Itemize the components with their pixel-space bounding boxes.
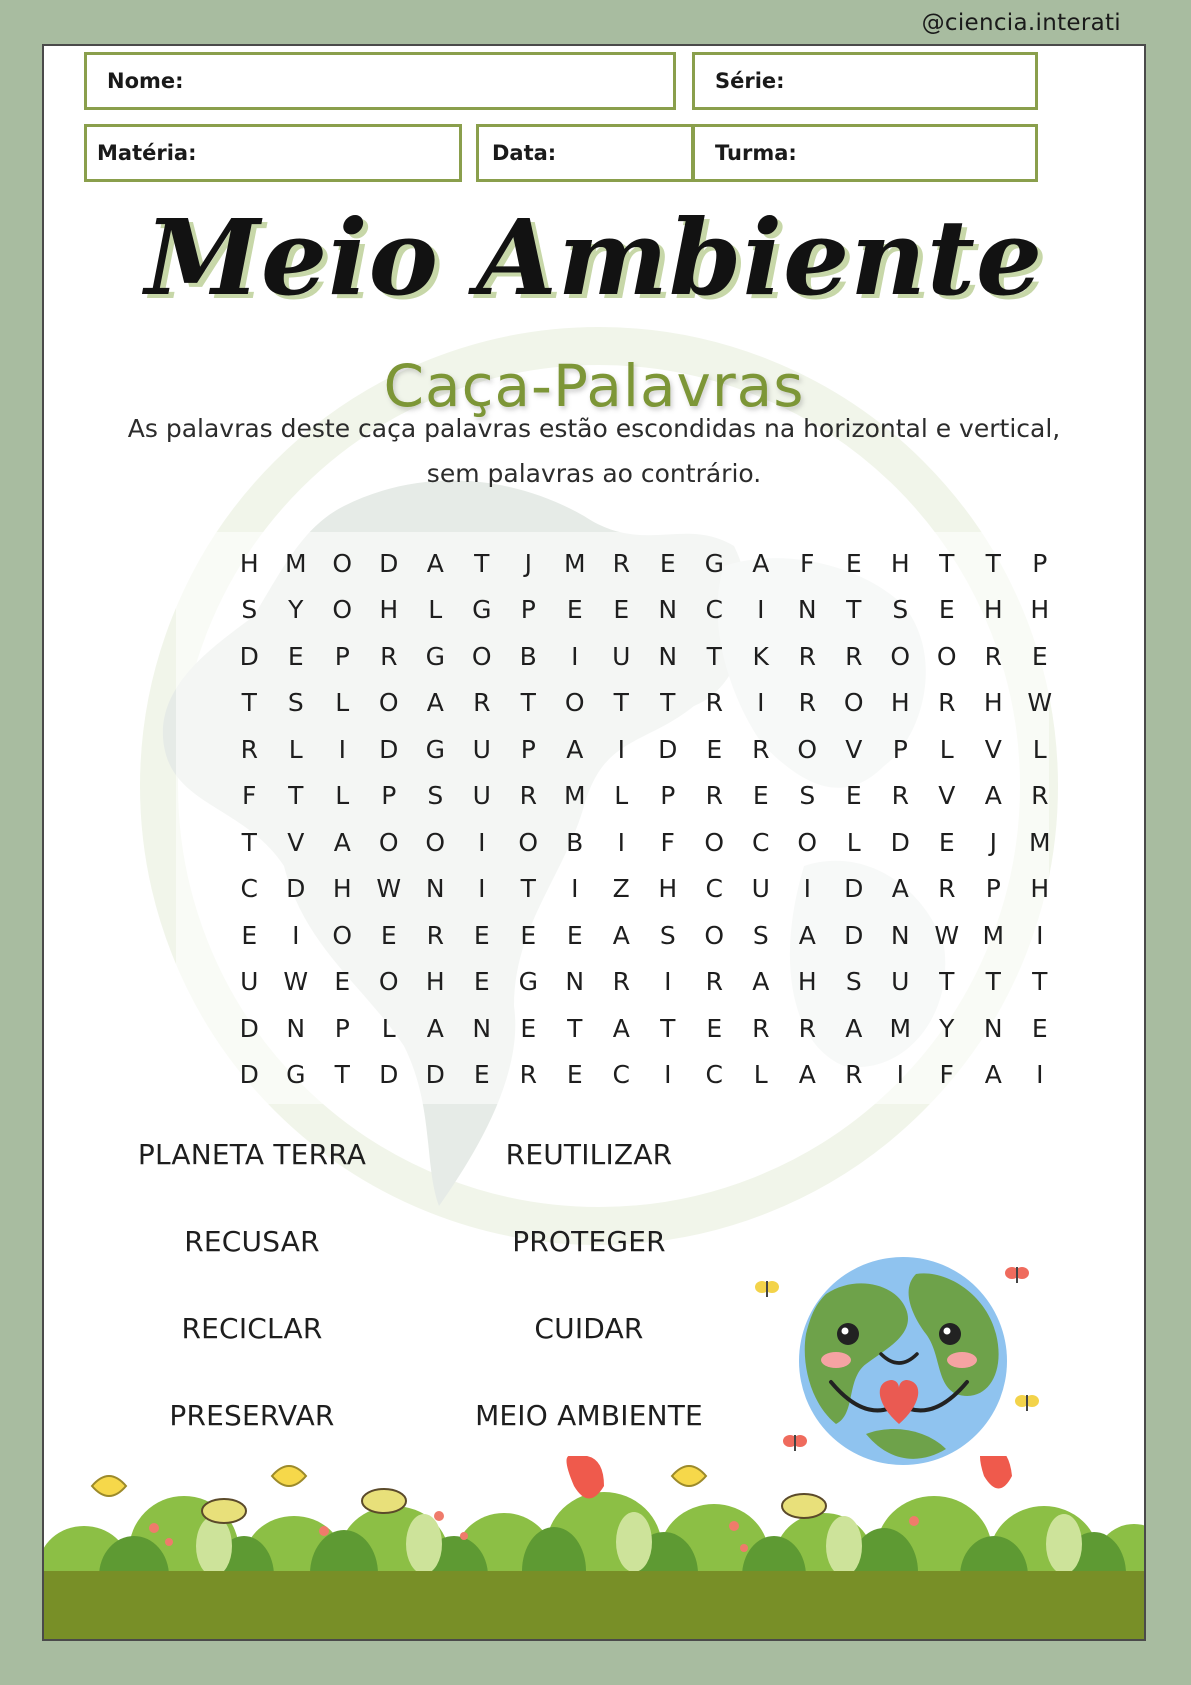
grid-letter[interactable]: F bbox=[800, 548, 815, 578]
grid-row bbox=[226, 1052, 1106, 1099]
grid-letter[interactable]: H bbox=[890, 688, 910, 718]
grid-letter[interactable]: C bbox=[752, 827, 770, 857]
turma-label: Turma: bbox=[715, 141, 797, 165]
grid-letter[interactable]: N bbox=[286, 1013, 306, 1043]
page-title: Meio Ambiente bbox=[144, 196, 1044, 319]
nome-label: Nome: bbox=[107, 69, 184, 93]
grid-letter[interactable]: M bbox=[563, 781, 586, 811]
grid-letter[interactable]: R bbox=[380, 641, 398, 671]
grid-letter[interactable]: A bbox=[984, 781, 1002, 811]
grid-letter[interactable]: I bbox=[803, 874, 811, 904]
grid-letter[interactable]: E bbox=[520, 1013, 537, 1043]
grid-letter[interactable]: D bbox=[844, 920, 864, 950]
grid-letter[interactable]: N bbox=[565, 967, 585, 997]
grid-letter[interactable]: G bbox=[425, 641, 445, 671]
butterfly-icon bbox=[1014, 1392, 1040, 1414]
grid-letter[interactable]: T bbox=[1032, 967, 1048, 997]
grid-letter[interactable]: T bbox=[939, 967, 955, 997]
grid-letter[interactable]: Y bbox=[288, 595, 304, 625]
serie-label: Série: bbox=[715, 69, 785, 93]
grid-letter[interactable]: P bbox=[1032, 548, 1048, 578]
grid-row bbox=[226, 866, 1106, 913]
grid-letter[interactable]: A bbox=[333, 827, 351, 857]
grid-row bbox=[226, 773, 1106, 820]
grid-row bbox=[226, 587, 1106, 634]
grid-letter[interactable]: H bbox=[983, 688, 1003, 718]
grid-letter[interactable]: G bbox=[472, 595, 492, 625]
grid-letter[interactable]: U bbox=[240, 967, 259, 997]
grid-letter[interactable]: W bbox=[376, 874, 402, 904]
grid-letter[interactable]: T bbox=[660, 1013, 676, 1043]
grid-letter[interactable]: R bbox=[426, 920, 444, 950]
grid-letter[interactable]: D bbox=[890, 827, 910, 857]
grid-letter[interactable]: P bbox=[892, 734, 908, 764]
word-recusar: RECUSAR bbox=[184, 1225, 320, 1258]
grid-letter[interactable]: W bbox=[934, 920, 960, 950]
grid-letter[interactable]: E bbox=[1031, 1013, 1048, 1043]
grid-letter[interactable]: I bbox=[617, 734, 625, 764]
grid-letter[interactable]: K bbox=[752, 641, 769, 671]
grid-letter[interactable]: Z bbox=[612, 874, 630, 904]
grid-letter[interactable]: R bbox=[705, 781, 723, 811]
grid-letter[interactable]: I bbox=[664, 1060, 672, 1090]
word-cuidar: CUIDAR bbox=[534, 1312, 644, 1345]
grid-letter[interactable]: T bbox=[520, 874, 536, 904]
grid-letter[interactable]: S bbox=[241, 595, 258, 625]
grid-letter[interactable]: A bbox=[566, 734, 584, 764]
turma-field[interactable] bbox=[692, 124, 1038, 182]
word-reutilizar: REUTILIZAR bbox=[505, 1138, 673, 1171]
grid-letter[interactable]: R bbox=[798, 641, 816, 671]
grid-letter[interactable]: S bbox=[845, 967, 862, 997]
grid-letter[interactable]: E bbox=[845, 548, 862, 578]
grid-letter[interactable]: T bbox=[985, 548, 1001, 578]
grid-letter[interactable]: E bbox=[287, 641, 304, 671]
grid-letter[interactable]: R bbox=[798, 1013, 816, 1043]
grid-letter[interactable]: D bbox=[379, 1060, 399, 1090]
handle-text: @ciencia.interati bbox=[921, 10, 1121, 36]
grid-letter[interactable]: T bbox=[288, 781, 304, 811]
grid-letter[interactable]: G bbox=[704, 548, 724, 578]
grid-letter[interactable]: O bbox=[564, 688, 585, 718]
grid-letter[interactable]: O bbox=[797, 734, 818, 764]
grid-letter[interactable]: N bbox=[472, 1013, 492, 1043]
grid-letter[interactable]: R bbox=[612, 967, 630, 997]
grid-letter[interactable]: F bbox=[242, 781, 257, 811]
grid-letter[interactable]: D bbox=[239, 1060, 259, 1090]
grid-letter[interactable]: H bbox=[1030, 595, 1050, 625]
grid-letter[interactable]: A bbox=[891, 874, 909, 904]
grid-row bbox=[226, 633, 1106, 680]
grid-letter[interactable]: T bbox=[660, 688, 676, 718]
grid-letter[interactable]: A bbox=[984, 1060, 1002, 1090]
grid-letter[interactable]: O bbox=[332, 595, 353, 625]
instructions-line-2: sem palavras ao contrário. bbox=[426, 459, 762, 488]
grid-row bbox=[226, 959, 1106, 1006]
grid-letter[interactable]: S bbox=[659, 920, 676, 950]
grid-letter[interactable]: I bbox=[478, 874, 486, 904]
grid-letter[interactable]: M bbox=[284, 548, 307, 578]
word-proteger: PROTEGER bbox=[512, 1225, 666, 1258]
grid-letter[interactable]: H bbox=[983, 595, 1003, 625]
grid-letter[interactable]: S bbox=[752, 920, 769, 950]
grid-letter[interactable]: O bbox=[936, 641, 957, 671]
grid-letter[interactable]: V bbox=[287, 827, 305, 857]
grid-letter[interactable]: S bbox=[287, 688, 304, 718]
grid-letter[interactable]: S bbox=[799, 781, 816, 811]
grid-letter[interactable]: P bbox=[660, 781, 676, 811]
grid-letter[interactable]: F bbox=[939, 1060, 954, 1090]
grid-letter[interactable]: D bbox=[425, 1060, 445, 1090]
grid-letter[interactable]: W bbox=[1027, 688, 1053, 718]
data-field[interactable] bbox=[476, 124, 694, 182]
grid-letter[interactable]: L bbox=[846, 827, 861, 857]
grid-letter[interactable]: E bbox=[380, 920, 397, 950]
grid-letter[interactable]: L bbox=[753, 1060, 768, 1090]
grid-letter[interactable]: R bbox=[938, 874, 956, 904]
grid-letter[interactable]: T bbox=[520, 688, 536, 718]
word-planeta-terra: PLANETA TERRA bbox=[137, 1138, 367, 1171]
grid-letter[interactable]: E bbox=[473, 1060, 490, 1090]
grid-letter[interactable]: H bbox=[425, 967, 445, 997]
grid-letter[interactable]: R bbox=[938, 688, 956, 718]
grid-letter[interactable]: R bbox=[240, 734, 258, 764]
grid-letter[interactable]: L bbox=[1032, 734, 1047, 764]
grid-letter[interactable]: A bbox=[798, 920, 816, 950]
grid-letter[interactable]: T bbox=[334, 1060, 350, 1090]
grid-letter[interactable]: R bbox=[705, 688, 723, 718]
grid-letter[interactable]: S bbox=[892, 595, 909, 625]
butterfly-icon bbox=[782, 1432, 808, 1454]
page-subtitle: Caça-Palavras bbox=[383, 352, 805, 420]
grid-letter[interactable]: A bbox=[798, 1060, 816, 1090]
grid-letter[interactable]: E bbox=[845, 781, 862, 811]
grid-letter[interactable]: M bbox=[889, 1013, 912, 1043]
grid-letter[interactable]: L bbox=[939, 734, 954, 764]
grid-letter[interactable]: I bbox=[292, 920, 300, 950]
grid-letter[interactable]: I bbox=[571, 641, 579, 671]
grid-letter[interactable]: A bbox=[612, 920, 630, 950]
grid-letter[interactable]: E bbox=[473, 920, 490, 950]
grid-letter[interactable]: C bbox=[705, 1060, 723, 1090]
grid-letter[interactable]: P bbox=[985, 874, 1001, 904]
grid-letter[interactable]: P bbox=[334, 641, 350, 671]
grid-letter[interactable]: D bbox=[658, 734, 678, 764]
grid-letter[interactable]: U bbox=[472, 734, 491, 764]
grid-letter[interactable]: G bbox=[425, 734, 445, 764]
grid-letter[interactable]: L bbox=[335, 688, 350, 718]
grid-letter[interactable]: E bbox=[473, 967, 490, 997]
grid-letter[interactable]: D bbox=[286, 874, 306, 904]
grid-letter[interactable]: T bbox=[241, 827, 257, 857]
grid-letter[interactable]: P bbox=[334, 1013, 350, 1043]
grid-letter[interactable]: U bbox=[751, 874, 770, 904]
grid-letter[interactable]: V bbox=[938, 781, 956, 811]
grid-row bbox=[226, 726, 1106, 773]
butterfly-icon bbox=[754, 1278, 780, 1300]
grid-letter[interactable]: O bbox=[471, 641, 492, 671]
grid-letter[interactable]: R bbox=[519, 781, 537, 811]
word-reciclar: RECICLAR bbox=[181, 1312, 323, 1345]
instructions bbox=[104, 406, 1084, 496]
grid-letter[interactable]: O bbox=[704, 920, 725, 950]
grid-letter[interactable]: L bbox=[335, 781, 350, 811]
grid-letter[interactable]: R bbox=[752, 1013, 770, 1043]
materia-field[interactable] bbox=[84, 124, 462, 182]
nome-field[interactable] bbox=[84, 52, 676, 110]
smiling-earth-icon bbox=[796, 1254, 1010, 1468]
grid-letter[interactable]: O bbox=[518, 827, 539, 857]
instructions-line-1: As palavras deste caça palavras estão escondidas na horizontal e vertical, bbox=[127, 414, 1061, 443]
grid-letter[interactable]: A bbox=[752, 548, 770, 578]
grid-letter[interactable]: R bbox=[705, 967, 723, 997]
grid-letter[interactable]: T bbox=[474, 548, 490, 578]
grid-letter[interactable]: O bbox=[378, 827, 399, 857]
grid-letter[interactable]: E bbox=[938, 827, 955, 857]
grid-letter[interactable]: H bbox=[1030, 874, 1050, 904]
grid-letter[interactable]: J bbox=[524, 548, 532, 578]
grid-letter[interactable]: I bbox=[757, 688, 765, 718]
grid-letter[interactable]: R bbox=[845, 641, 863, 671]
grid-letter[interactable]: O bbox=[843, 688, 864, 718]
grid-letter[interactable]: L bbox=[614, 781, 629, 811]
grid-letter[interactable]: I bbox=[338, 734, 346, 764]
grid-letter[interactable]: D bbox=[379, 548, 399, 578]
grid-letter[interactable]: C bbox=[705, 595, 723, 625]
grid-letter[interactable]: I bbox=[1036, 920, 1044, 950]
grid-letter[interactable]: T bbox=[613, 688, 629, 718]
grid-letter[interactable]: R bbox=[1031, 781, 1049, 811]
grid-letter[interactable]: R bbox=[612, 548, 630, 578]
grid-letter[interactable]: R bbox=[984, 641, 1002, 671]
grid-letter[interactable]: O bbox=[797, 827, 818, 857]
grid-letter[interactable]: H bbox=[890, 548, 910, 578]
grid-letter[interactable]: O bbox=[332, 548, 353, 578]
grid-letter[interactable]: I bbox=[571, 874, 579, 904]
materia-label: Matéria: bbox=[97, 141, 197, 165]
grid-row bbox=[226, 819, 1106, 866]
grid-letter[interactable]: E bbox=[241, 920, 258, 950]
word-meio-ambiente: MEIO AMBIENTE bbox=[475, 1399, 703, 1432]
grid-letter[interactable]: H bbox=[239, 548, 259, 578]
grid-letter[interactable]: E bbox=[566, 920, 583, 950]
grid-letter[interactable]: T bbox=[939, 548, 955, 578]
grid-letter[interactable]: F bbox=[660, 827, 675, 857]
grid-letter[interactable]: E bbox=[613, 595, 630, 625]
grid-letter[interactable]: H bbox=[379, 595, 399, 625]
grid-letter[interactable]: A bbox=[426, 688, 444, 718]
grid-letter[interactable]: D bbox=[239, 1013, 259, 1043]
grid-letter[interactable]: E bbox=[520, 920, 537, 950]
grid-letter[interactable]: E bbox=[706, 1013, 723, 1043]
grid-letter[interactable]: P bbox=[520, 734, 536, 764]
grid-row bbox=[226, 540, 1106, 587]
grid-letter[interactable]: D bbox=[239, 641, 259, 671]
grid-letter[interactable]: A bbox=[612, 1013, 630, 1043]
grid-letter[interactable]: U bbox=[891, 967, 910, 997]
grid-letter[interactable]: I bbox=[757, 595, 765, 625]
grid-letter[interactable]: V bbox=[845, 734, 863, 764]
grid-letter[interactable]: I bbox=[478, 827, 486, 857]
grid-letter[interactable]: A bbox=[426, 548, 444, 578]
grid-letter[interactable]: O bbox=[704, 827, 725, 857]
grid-letter[interactable]: E bbox=[938, 595, 955, 625]
grid-letter[interactable]: T bbox=[985, 967, 1001, 997]
grid-letter[interactable]: A bbox=[752, 967, 770, 997]
grid-letter[interactable]: I bbox=[1036, 1060, 1044, 1090]
grid-letter[interactable]: M bbox=[982, 920, 1005, 950]
grid-letter[interactable]: P bbox=[381, 781, 397, 811]
grid-letter[interactable]: T bbox=[706, 641, 722, 671]
grid-letter[interactable]: M bbox=[1028, 827, 1051, 857]
grid-letter[interactable]: R bbox=[845, 1060, 863, 1090]
grid-letter[interactable]: E bbox=[752, 781, 769, 811]
grid-row bbox=[226, 680, 1106, 727]
grid-letter[interactable]: O bbox=[890, 641, 911, 671]
grid-letter[interactable]: C bbox=[612, 1060, 630, 1090]
grid-letter[interactable]: T bbox=[567, 1013, 583, 1043]
worksheet-page bbox=[42, 44, 1146, 1641]
grid-letter[interactable]: H bbox=[332, 874, 352, 904]
grid-letter[interactable]: P bbox=[520, 595, 536, 625]
data-label: Data: bbox=[492, 141, 557, 165]
grid-letter[interactable]: S bbox=[427, 781, 444, 811]
word-search-grid bbox=[226, 540, 1106, 1098]
grid-letter[interactable]: O bbox=[425, 827, 446, 857]
grid-letter[interactable]: N bbox=[425, 874, 445, 904]
grid-letter[interactable]: N bbox=[658, 641, 678, 671]
grid-letter[interactable]: D bbox=[844, 874, 864, 904]
butterfly-icon bbox=[1004, 1264, 1030, 1286]
grid-letter[interactable]: I bbox=[617, 827, 625, 857]
grid-row bbox=[226, 1005, 1106, 1052]
grid-letter[interactable]: E bbox=[566, 1060, 583, 1090]
grid-letter[interactable]: I bbox=[896, 1060, 904, 1090]
grid-letter[interactable]: N bbox=[983, 1013, 1003, 1043]
grid-letter[interactable]: L bbox=[288, 734, 303, 764]
grid-letter[interactable]: E bbox=[566, 595, 583, 625]
grid-letter[interactable]: Y bbox=[939, 1013, 955, 1043]
grid-letter[interactable]: C bbox=[705, 874, 723, 904]
grid-letter[interactable]: J bbox=[989, 827, 997, 857]
grid-letter[interactable]: E bbox=[706, 734, 723, 764]
grid-letter[interactable]: V bbox=[984, 734, 1002, 764]
grid-letter[interactable]: E bbox=[659, 548, 676, 578]
grid-letter[interactable]: A bbox=[845, 1013, 863, 1043]
grid-letter[interactable]: A bbox=[426, 1013, 444, 1043]
grid-letter[interactable]: C bbox=[240, 874, 258, 904]
grid-letter[interactable]: N bbox=[797, 595, 817, 625]
serie-field[interactable] bbox=[692, 52, 1038, 110]
grid-letter[interactable]: T bbox=[846, 595, 862, 625]
grid-letter[interactable]: O bbox=[378, 967, 399, 997]
grid-letter[interactable]: T bbox=[241, 688, 257, 718]
grid-letter[interactable]: R bbox=[519, 1060, 537, 1090]
grid-letter[interactable]: H bbox=[658, 874, 678, 904]
grid-letter[interactable]: B bbox=[566, 827, 584, 857]
word-preservar: PRESERVAR bbox=[169, 1399, 335, 1432]
grid-letter[interactable]: B bbox=[519, 641, 537, 671]
grid-letter[interactable]: G bbox=[286, 1060, 306, 1090]
grid-letter[interactable]: G bbox=[518, 967, 538, 997]
grid-row bbox=[226, 912, 1106, 959]
grid-letter[interactable]: I bbox=[664, 967, 672, 997]
grid-letter[interactable]: U bbox=[472, 781, 491, 811]
grid-letter[interactable]: O bbox=[332, 920, 353, 950]
grid-letter[interactable]: R bbox=[891, 781, 909, 811]
flower-garden-icon bbox=[44, 1456, 1146, 1641]
grid-letter[interactable]: H bbox=[797, 967, 817, 997]
grid-letter[interactable]: N bbox=[658, 595, 678, 625]
grid-letter[interactable]: D bbox=[379, 734, 399, 764]
grid-letter[interactable]: N bbox=[890, 920, 910, 950]
grid-letter[interactable]: E bbox=[1031, 641, 1048, 671]
grid-letter[interactable]: R bbox=[473, 688, 491, 718]
grid-letter[interactable]: M bbox=[563, 548, 586, 578]
grid-letter[interactable]: R bbox=[752, 734, 770, 764]
grid-letter[interactable]: U bbox=[612, 641, 631, 671]
grid-letter[interactable]: E bbox=[334, 967, 351, 997]
grid-letter[interactable]: L bbox=[381, 1013, 396, 1043]
grid-letter[interactable]: W bbox=[283, 967, 309, 997]
grid-letter[interactable]: O bbox=[378, 688, 399, 718]
grid-letter[interactable]: L bbox=[428, 595, 443, 625]
grid-letter[interactable]: R bbox=[798, 688, 816, 718]
